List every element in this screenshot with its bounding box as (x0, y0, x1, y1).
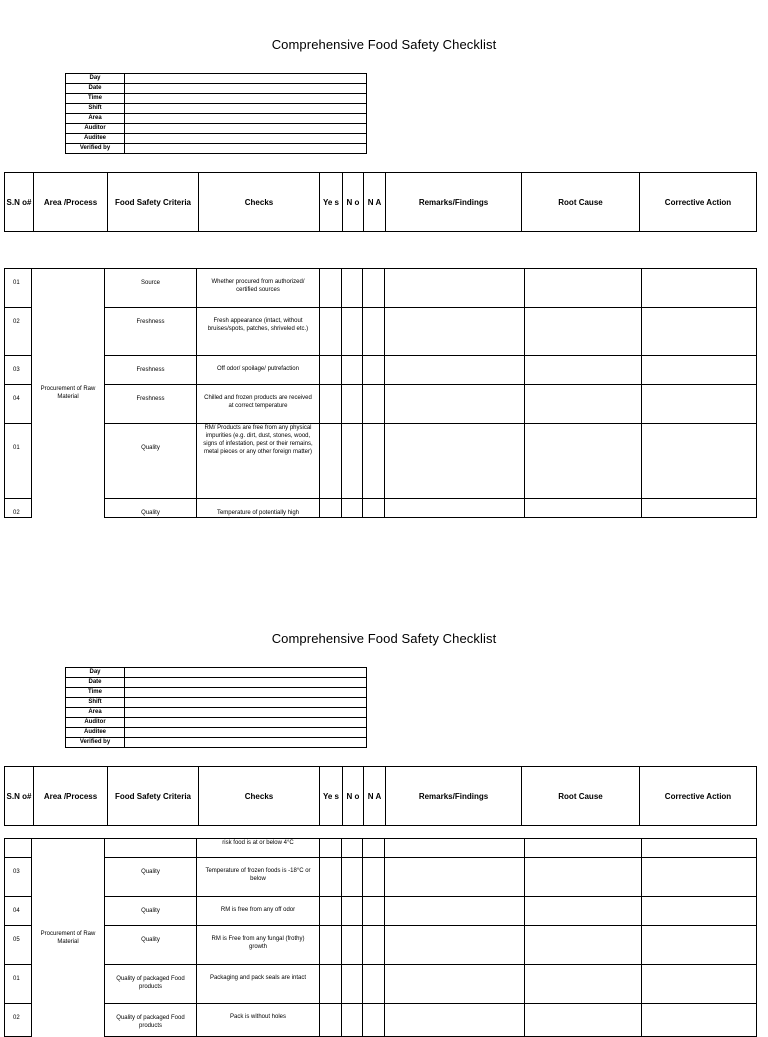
row-criteria: Freshness (105, 356, 197, 385)
checklist-header-table (4, 172, 757, 232)
header-checks: Checks (199, 173, 320, 232)
yes-cell[interactable] (320, 926, 342, 965)
table-row (5, 897, 757, 926)
no-cell[interactable] (342, 1004, 363, 1037)
yes-cell[interactable] (320, 269, 342, 308)
remarks-cell[interactable] (385, 839, 525, 858)
header-root-cause: Root Cause (522, 173, 640, 232)
info-value-auditee[interactable] (125, 728, 367, 738)
yes-cell[interactable] (320, 385, 342, 424)
row-check: Chilled and frozen products are received at correct temperature (197, 385, 320, 424)
yes-cell[interactable] (320, 1004, 342, 1037)
page-title: Comprehensive Food Safety Checklist (271, 37, 497, 52)
page-title: Comprehensive Food Safety Checklist (271, 631, 497, 646)
row-criteria: Freshness (105, 308, 197, 356)
header-no: N o (343, 173, 364, 232)
na-cell[interactable] (363, 926, 385, 965)
info-value-time[interactable] (125, 688, 367, 698)
remarks-cell[interactable] (385, 965, 525, 1004)
area-process-cell: Procurement of Raw Material (32, 269, 105, 518)
checklist-body-table (4, 268, 757, 518)
remarks-cell[interactable] (385, 897, 525, 926)
header-remarks: Remarks/Findings (386, 767, 522, 826)
info-value-auditor[interactable] (125, 718, 367, 728)
info-value-verified-by[interactable] (125, 144, 367, 154)
info-label-auditor: Auditor (66, 718, 125, 728)
row-criteria: Quality of packaged Food products (105, 965, 197, 1004)
root-cause-cell[interactable] (525, 424, 642, 499)
na-cell[interactable] (363, 385, 385, 424)
row-check: RM/ Products are free from any physical impurities (e.g. dirt, dust, stones, wood, signs of infestation, pest or their remains, metal pieces or any other foreign matter) (197, 424, 320, 499)
corrective-action-cell[interactable] (642, 356, 757, 385)
remarks-cell[interactable] (385, 499, 525, 518)
corrective-action-cell[interactable] (642, 499, 757, 518)
row-check: Packaging and pack seals are intact (197, 965, 320, 1004)
row-sn: 03 (5, 356, 32, 385)
root-cause-cell[interactable] (525, 897, 642, 926)
remarks-cell[interactable] (385, 858, 525, 897)
audit-info-table (65, 73, 367, 154)
corrective-action-cell[interactable] (642, 926, 757, 965)
info-label-verified-by: Verified by (66, 144, 125, 154)
row-check: Temperature of potentially high (197, 499, 320, 518)
na-cell[interactable] (363, 499, 385, 518)
table-row (5, 424, 757, 499)
remarks-cell[interactable] (385, 1004, 525, 1037)
checklist-header-table (4, 766, 757, 826)
remarks-cell[interactable] (385, 926, 525, 965)
remarks-cell[interactable] (385, 424, 525, 499)
info-value-day[interactable] (125, 74, 367, 84)
table-row (5, 926, 757, 965)
header-sn: S.N o# (5, 173, 34, 232)
remarks-cell[interactable] (385, 269, 525, 308)
row-sn: 04 (5, 897, 32, 926)
row-sn: 05 (5, 926, 32, 965)
row-check: Fresh appearance (intact, without bruises/spots, patches, shriveled etc.) (197, 308, 320, 356)
audit-info-table (65, 667, 367, 748)
area-process-cell: Procurement of Raw Material (32, 839, 105, 1037)
row-check: Temperature of frozen foods is -18°C or below (197, 858, 320, 897)
no-cell[interactable] (342, 424, 363, 499)
info-value-day[interactable] (125, 668, 367, 678)
info-label-area: Area (66, 114, 125, 124)
row-check: Off odor/ spoilage/ putrefaction (197, 356, 320, 385)
no-cell[interactable] (342, 499, 363, 518)
info-value-area[interactable] (125, 708, 367, 718)
info-label-verified-by: Verified by (66, 738, 125, 748)
header-area-process: Area /Process (34, 173, 108, 232)
info-label-date: Date (66, 84, 125, 94)
no-cell[interactable] (342, 926, 363, 965)
header-no: N o (343, 767, 364, 826)
header-corrective-action: Corrective Action (640, 173, 757, 232)
na-cell[interactable] (363, 1004, 385, 1037)
header-checks: Checks (199, 767, 320, 826)
row-sn: 02 (5, 499, 32, 518)
corrective-action-cell[interactable] (642, 308, 757, 356)
row-sn (5, 839, 32, 858)
no-cell[interactable] (342, 308, 363, 356)
info-value-area[interactable] (125, 114, 367, 124)
no-cell[interactable] (342, 269, 363, 308)
yes-cell[interactable] (320, 308, 342, 356)
no-cell[interactable] (342, 385, 363, 424)
na-cell[interactable] (363, 858, 385, 897)
header-na: N A (364, 767, 386, 826)
no-cell[interactable] (342, 839, 363, 858)
na-cell[interactable] (363, 269, 385, 308)
table-row (5, 385, 757, 424)
yes-cell[interactable] (320, 965, 342, 1004)
row-sn: 02 (5, 1004, 32, 1037)
info-label-shift: Shift (66, 104, 125, 114)
table-row (5, 839, 757, 858)
row-criteria: Quality (105, 424, 197, 499)
header-area-process: Area /Process (34, 767, 108, 826)
row-criteria: Quality (105, 926, 197, 965)
header-remarks: Remarks/Findings (386, 173, 522, 232)
corrective-action-cell[interactable] (642, 1004, 757, 1037)
table-row (5, 965, 757, 1004)
remarks-cell[interactable] (385, 308, 525, 356)
row-check: RM is free from any off odor (197, 897, 320, 926)
row-check: Pack is without holes (197, 1004, 320, 1037)
row-check: RM is Free from any fungal (frothy) growth (197, 926, 320, 965)
info-label-shift: Shift (66, 698, 125, 708)
root-cause-cell[interactable] (525, 1004, 642, 1037)
row-criteria: Freshness (105, 385, 197, 424)
yes-cell[interactable] (320, 897, 342, 926)
info-value-auditee[interactable] (125, 134, 367, 144)
corrective-action-cell[interactable] (642, 858, 757, 897)
header-criteria: Food Safety Criteria (108, 767, 199, 826)
row-criteria: Quality of packaged Food products (105, 1004, 197, 1037)
header-sn: S.N o# (5, 767, 34, 826)
row-criteria: Quality (105, 858, 197, 897)
na-cell[interactable] (363, 839, 385, 858)
row-sn: 04 (5, 385, 32, 424)
na-cell[interactable] (363, 965, 385, 1004)
root-cause-cell[interactable] (525, 308, 642, 356)
row-check: risk food is at or below 4°C (197, 839, 320, 858)
row-sn: 03 (5, 858, 32, 897)
info-label-day: Day (66, 668, 125, 678)
info-value-shift[interactable] (125, 104, 367, 114)
root-cause-cell[interactable] (525, 356, 642, 385)
info-label-auditor: Auditor (66, 124, 125, 134)
row-sn: 01 (5, 424, 32, 499)
header-na: N A (364, 173, 386, 232)
row-criteria: Quality (105, 897, 197, 926)
root-cause-cell[interactable] (525, 269, 642, 308)
info-label-auditee: Auditee (66, 134, 125, 144)
header-corrective-action: Corrective Action (640, 767, 757, 826)
info-label-date: Date (66, 678, 125, 688)
table-row (5, 269, 757, 308)
info-label-day: Day (66, 74, 125, 84)
table-row (5, 499, 757, 518)
table-row (5, 356, 757, 385)
remarks-cell[interactable] (385, 385, 525, 424)
table-row (5, 1004, 757, 1037)
header-criteria: Food Safety Criteria (108, 173, 199, 232)
row-sn: 01 (5, 965, 32, 1004)
root-cause-cell[interactable] (525, 499, 642, 518)
table-row (5, 858, 757, 897)
yes-cell[interactable] (320, 356, 342, 385)
no-cell[interactable] (342, 965, 363, 1004)
corrective-action-cell[interactable] (642, 424, 757, 499)
root-cause-cell[interactable] (525, 926, 642, 965)
yes-cell[interactable] (320, 424, 342, 499)
row-check: Whether procured from authorized/ certified sources (197, 269, 320, 308)
na-cell[interactable] (363, 897, 385, 926)
info-value-time[interactable] (125, 94, 367, 104)
row-criteria: Quality (105, 499, 197, 518)
na-cell[interactable] (363, 308, 385, 356)
na-cell[interactable] (363, 356, 385, 385)
root-cause-cell[interactable] (525, 965, 642, 1004)
info-label-time: Time (66, 688, 125, 698)
no-cell[interactable] (342, 897, 363, 926)
no-cell[interactable] (342, 858, 363, 897)
row-sn: 01 (5, 269, 32, 308)
yes-cell[interactable] (320, 499, 342, 518)
table-row (5, 308, 757, 356)
header-yes: Ye s (320, 173, 343, 232)
info-value-shift[interactable] (125, 698, 367, 708)
remarks-cell[interactable] (385, 356, 525, 385)
corrective-action-cell[interactable] (642, 839, 757, 858)
corrective-action-cell[interactable] (642, 385, 757, 424)
info-value-date[interactable] (125, 84, 367, 94)
yes-cell[interactable] (320, 839, 342, 858)
header-root-cause: Root Cause (522, 767, 640, 826)
row-criteria (105, 839, 197, 858)
info-label-area: Area (66, 708, 125, 718)
corrective-action-cell[interactable] (642, 897, 757, 926)
info-value-verified-by[interactable] (125, 738, 367, 748)
info-value-date[interactable] (125, 678, 367, 688)
root-cause-cell[interactable] (525, 858, 642, 897)
info-value-auditor[interactable] (125, 124, 367, 134)
no-cell[interactable] (342, 356, 363, 385)
na-cell[interactable] (363, 424, 385, 499)
info-label-time: Time (66, 94, 125, 104)
info-label-auditee: Auditee (66, 728, 125, 738)
row-sn: 02 (5, 308, 32, 356)
corrective-action-cell[interactable] (642, 269, 757, 308)
corrective-action-cell[interactable] (642, 965, 757, 1004)
header-yes: Ye s (320, 767, 343, 826)
checklist-body-table (4, 838, 757, 1037)
root-cause-cell[interactable] (525, 839, 642, 858)
root-cause-cell[interactable] (525, 385, 642, 424)
row-criteria: Source (105, 269, 197, 308)
yes-cell[interactable] (320, 858, 342, 897)
